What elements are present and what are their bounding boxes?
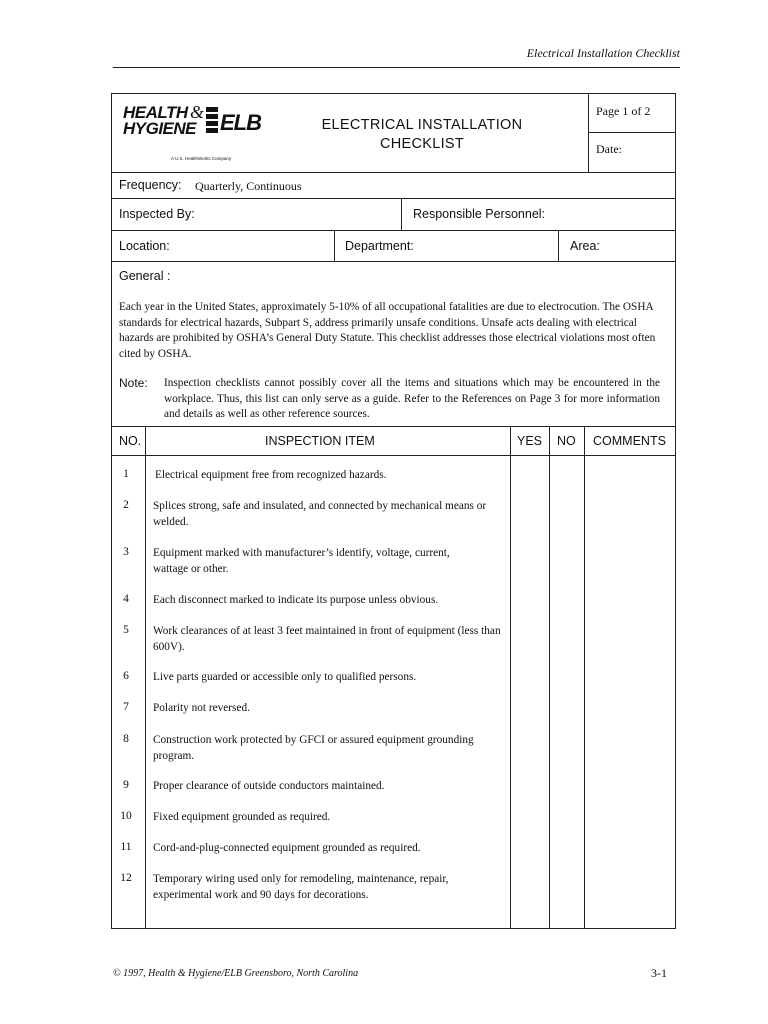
logo-ampersand: &: [190, 102, 205, 122]
department-divider: [558, 231, 559, 261]
logo-title-cell: [112, 94, 588, 172]
item-number: 4: [123, 593, 129, 605]
page-number: Page 1 of 2: [589, 94, 676, 133]
item-text: Cord-and-plug-connected equipment grounded as required.: [153, 842, 421, 854]
general-section: [112, 262, 675, 427]
inspected-divider: [401, 199, 402, 230]
logo-mark-icon: [206, 107, 218, 133]
frequency-value: Quarterly, Continuous: [195, 179, 302, 193]
page-date-cell: [588, 94, 676, 172]
checklist-form: [111, 93, 676, 929]
location-divider: [334, 231, 335, 261]
item-number: 5: [123, 624, 129, 636]
item-number: 3: [123, 546, 129, 558]
footer-copyright: © 1997, Health & Hygiene/ELB Greensboro, North Carolina: [113, 968, 359, 979]
col-yes-header: YES: [517, 434, 543, 448]
document-title-line2: CHECKLIST: [379, 136, 465, 152]
responsible-personnel-label: Responsible Personnel:: [413, 207, 546, 221]
document-title-line1: ELECTRICAL INSTALLATION: [321, 117, 523, 133]
logo-elb-text: ELB: [220, 110, 261, 135]
inspected-by-row: [112, 199, 675, 231]
item-number: 1: [123, 468, 129, 480]
general-label: General :: [119, 269, 171, 283]
frequency-row: [112, 172, 675, 199]
item-number: 8: [123, 733, 129, 745]
item-text: Polarity not reversed.: [153, 702, 250, 714]
item-text: Fixed equipment grounded as required.: [153, 811, 331, 823]
item-number: 2: [123, 499, 129, 511]
logo-health-text: HEALTH: [123, 103, 188, 122]
department-label: Department:: [345, 239, 414, 253]
frequency-label: Frequency:: [119, 178, 182, 192]
col-line-item: [510, 427, 511, 928]
table-header: [112, 427, 675, 456]
document-title: [297, 116, 547, 154]
note-label: Note:: [119, 376, 148, 390]
location-row: [112, 231, 675, 262]
header-rule: [113, 67, 680, 68]
logo-tagline: A U.S. HealthWorks Company: [171, 156, 232, 161]
col-comments-header: COMMENTS: [593, 434, 666, 448]
item-number: 7: [123, 701, 129, 713]
col-line-no-answer: [584, 427, 585, 928]
logo-hygiene-text: HYGIENE: [123, 119, 197, 138]
general-text: Each year in the United States, approximately 5-10% of all occupational fatalities are due to electrocution. The OSHA standards for electrical hazards, Subpart S, address primarily unsafe conditions. Unsafe acts dealing with electrical hazards are prohibited by OSHA’s General Duty Statute. This checklist addresses those electrical violations most often cited by OSHA.: [119, 301, 656, 361]
footer-page-number: 3-1: [651, 966, 667, 980]
area-label: Area:: [570, 239, 600, 253]
location-label: Location:: [119, 239, 170, 253]
item-text: Electrical equipment free from recognized hazards.: [155, 469, 387, 481]
col-no-header: NO.: [119, 434, 142, 448]
company-logo: [123, 102, 273, 161]
item-text: Temporary wiring used only for remodeling, maintenance, repair, experimental work and 90 days for decorations.: [153, 873, 449, 901]
item-text: Each disconnect marked to indicate its purpose unless obvious.: [153, 594, 439, 606]
item-number: 6: [123, 670, 129, 682]
col-line-yes: [549, 427, 550, 928]
col-no-answer-header: NO: [557, 434, 576, 448]
item-text: Work clearances of at least 3 feet maintained in front of equipment (less than 600V).: [153, 625, 501, 653]
note-text: Inspection checklists cannot possibly cover all the items and situations which may be encountered in the workplace. Thus, this list can only serve as a guide. Refer to the References on Page 3 for more information and details as well as other reference sources.: [164, 377, 660, 421]
item-text: Construction work protected by GFCI or assured equipment grounding program.: [153, 734, 474, 762]
item-number: 10: [120, 810, 132, 822]
item-text: Splices strong, safe and insulated, and connected by mechanical means or welded.: [153, 500, 487, 528]
item-number: 11: [120, 841, 132, 853]
col-item-header: INSPECTION ITEM: [265, 434, 375, 448]
item-number: 9: [123, 779, 129, 791]
item-text: Proper clearance of outside conductors maintained.: [153, 780, 385, 792]
item-number: 12: [120, 872, 132, 884]
inspected-by-label: Inspected By:: [119, 207, 195, 221]
running-head: Electrical Installation Checklist: [526, 46, 680, 60]
col-line-no: [145, 427, 146, 928]
item-text: Live parts guarded or accessible only to qualified persons.: [153, 671, 417, 683]
form-header: [112, 94, 675, 173]
date-label: Date:: [596, 142, 622, 156]
item-text: Equipment marked with manufacturer’s identify, voltage, current, wattage or other.: [153, 547, 450, 575]
